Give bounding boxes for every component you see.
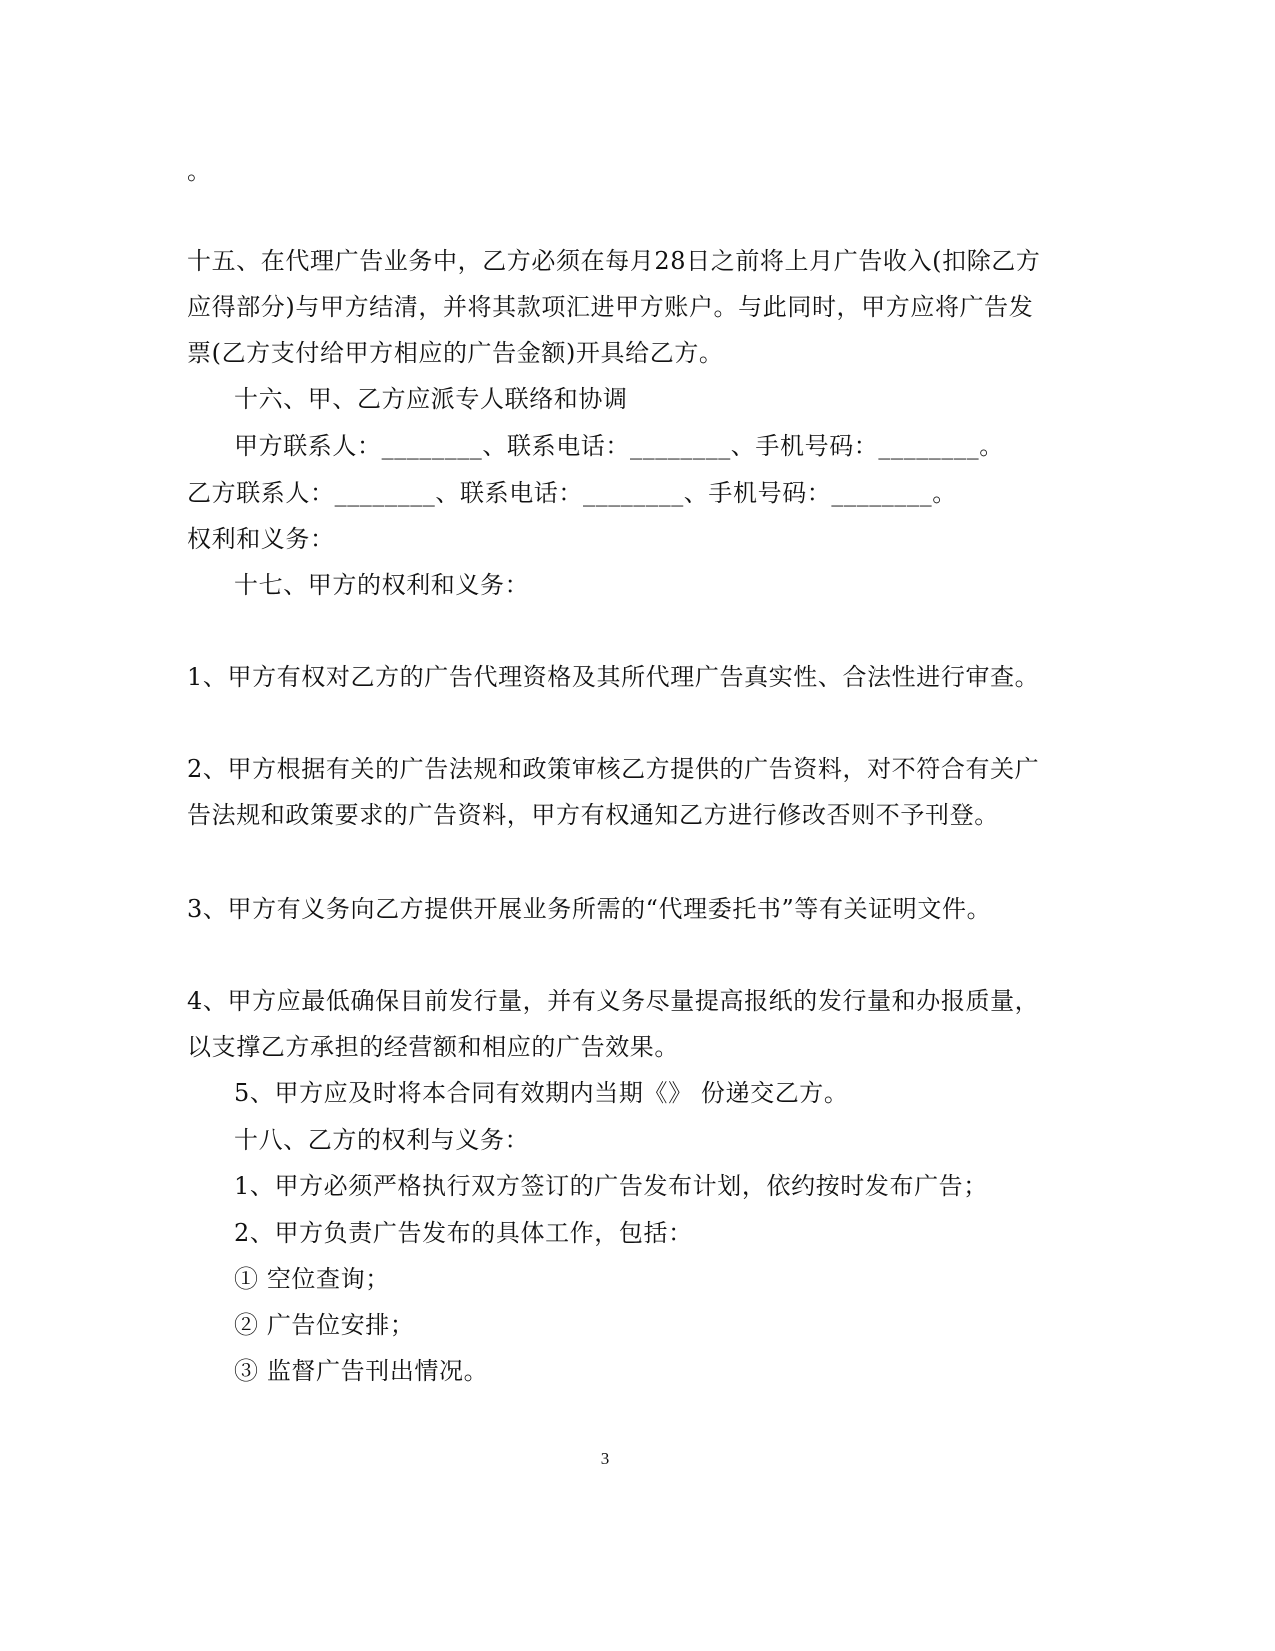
clause-17-item-4-line-1: 4、甲方应最低确保目前发行量，并有义务尽量提高报纸的发行量和办报质量， — [187, 987, 1040, 1015]
clause-18-item-1: 1、甲方必须严格执行双方签订的广告发布计划，依约按时发布广告； — [234, 1172, 988, 1200]
clause-17-item-2-line-2: 告法规和政策要求的广告资料，甲方有权通知乙方进行修改否则不予刊登。 — [187, 801, 999, 829]
party-b-contact-line: 乙方联系人：________、联系电话：________、手机号码：________。 — [187, 479, 957, 507]
clause-17-item-1: 1、甲方有权对乙方的广告代理资格及其所代理广告真实性、合法性进行审查。 — [187, 663, 1040, 691]
clause-17-item-2-line-1: 2、甲方根据有关的广告法规和政策审核乙方提供的广告资料，对不符合有关广 — [187, 755, 1040, 783]
clause-17-item-3: 3、甲方有义务向乙方提供开展业务所需的“代理委托书”等有关证明文件。 — [187, 895, 992, 923]
party-a-contact-line: 甲方联系人：________、联系电话：________、手机号码：________。 — [234, 432, 1004, 460]
clause-18-subitem-2: ② 广告位安排； — [234, 1311, 415, 1339]
clause-15-line-3: 票(乙方支付给甲方相应的广告金额)开具给乙方。 — [187, 339, 724, 367]
clause-16-heading: 十六、甲、乙方应派专人联络和协调 — [234, 385, 628, 413]
clause-18-subitem-1: ① 空位查询； — [234, 1265, 390, 1293]
clause-17-heading: 十七、甲方的权利和义务： — [234, 571, 530, 599]
rights-heading: 权利和义务： — [187, 525, 335, 553]
page-number: 3 — [600, 1449, 610, 1468]
clause-15-line-2: 应得部分)与甲方结清，并将其款项汇进甲方账户。与此同时，甲方应将广告发 — [187, 293, 1034, 321]
top-fragment: 。 — [187, 157, 212, 185]
clause-18-subitem-3: ③ 监督广告刊出情况。 — [234, 1357, 489, 1385]
clause-18-item-2: 2、甲方负责广告发布的具体工作，包括： — [234, 1219, 693, 1247]
clause-17-item-5: 5、甲方应及时将本合同有效期内当期《》 份递交乙方。 — [234, 1079, 849, 1107]
clause-15-line-1: 十五、在代理广告业务中，乙方必须在每月28日之前将上月广告收入(扣除乙方 — [187, 247, 1041, 275]
clause-18-heading: 十八、乙方的权利与义务： — [234, 1126, 530, 1154]
clause-17-item-4-line-2: 以支撑乙方承担的经营额和相应的广告效果。 — [187, 1033, 679, 1061]
